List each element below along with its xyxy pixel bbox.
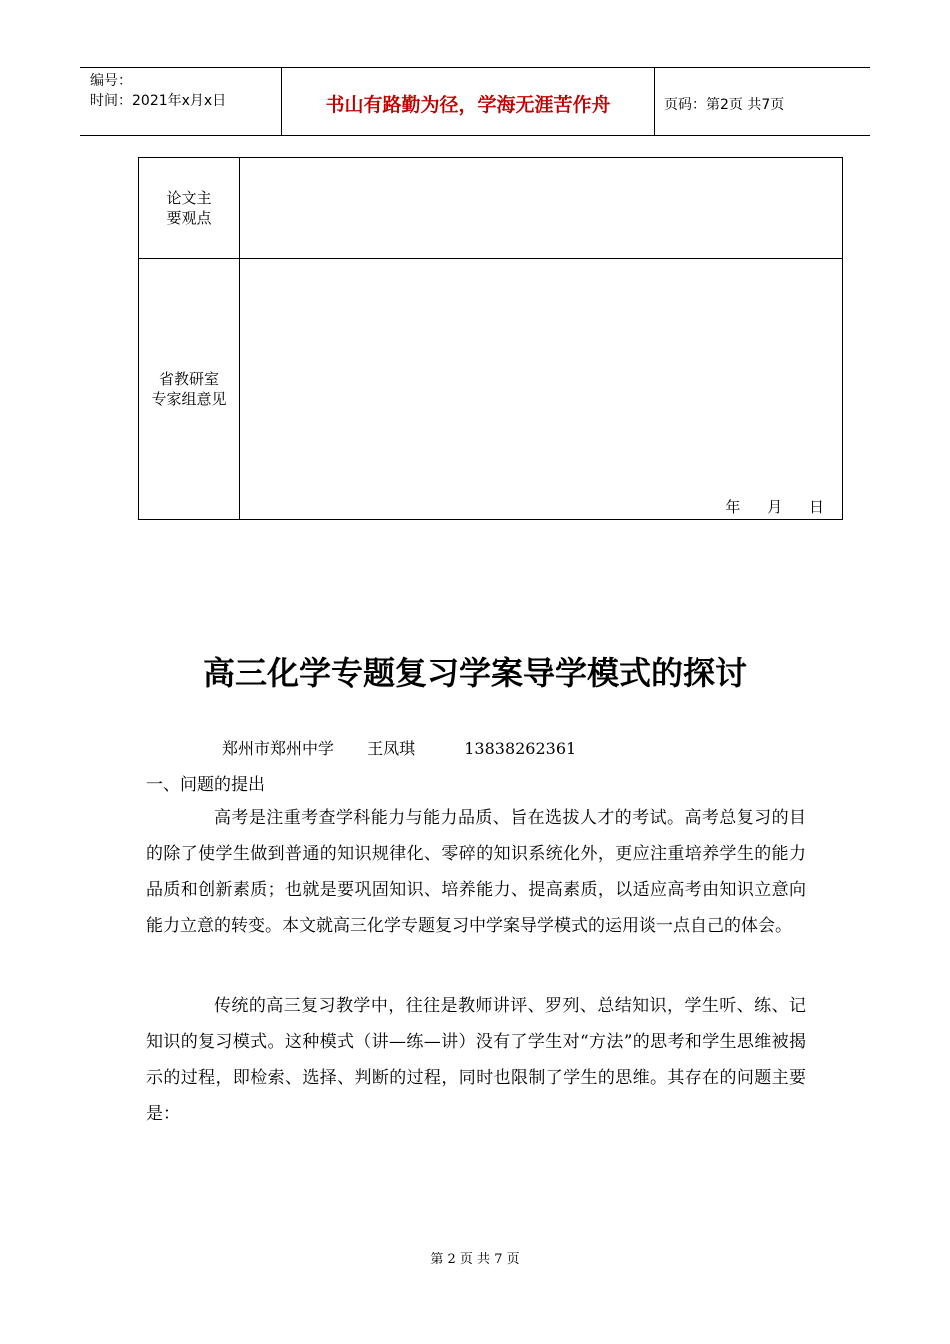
- main-points-content: [240, 158, 843, 259]
- page-footer: 第 2 页 共 7 页: [430, 1252, 520, 1267]
- header-meta: [80, 68, 282, 135]
- header-page-info: 页码：第2页 共7页: [664, 96, 785, 113]
- date-month: 月: [767, 498, 783, 516]
- label-line: 省教研室 专家组意见: [151, 370, 227, 408]
- table-row: [139, 158, 843, 259]
- date-line: [703, 496, 824, 517]
- author-phone: 13838262361: [464, 739, 577, 758]
- author-line: [222, 736, 604, 759]
- table-row: [139, 259, 843, 520]
- number-label: 编号：: [90, 73, 132, 89]
- expert-opinion-content: [240, 259, 843, 520]
- paragraph: 传统的高三复习教学中，往往是教师讲评、罗列、总结知识，学生听、练、记知识的复习模式。这种模式（讲—练—讲）没有了学生对“方法”的思考和学生思维被揭示的过程，即检索、选择、判断的过程，同时也限制了学生的思维。其存在的问题主要是：: [146, 996, 806, 1124]
- main-points-label: [139, 158, 240, 259]
- page-header: [80, 67, 870, 136]
- label-line: 论文主 要观点: [166, 189, 212, 227]
- time-line: 时间：2021年x月x日: [90, 93, 227, 109]
- section-heading: 一、问题的提出: [146, 775, 265, 795]
- author-school: 郑州市郑州中学: [222, 739, 335, 758]
- date-day: 日: [808, 498, 824, 516]
- review-form-table: [138, 157, 843, 520]
- author-name: 王凤琪: [367, 739, 416, 758]
- date-year: 年: [725, 498, 741, 516]
- paragraph: 高考是注重考查学科能力与能力品质、旨在选拔人才的考试。高考总复习的目的除了使学生做到普通的知识规律化、零碎的知识系统化外，更应注重培养学生的能力品质和创新素质；也就是要巩固知识、培养能力、提高素质，以适应高考由知识立意向能力立意的转变。本文就高三化学专题复习中学案导学模式的运用谈一点自己的体会。: [146, 808, 806, 936]
- expert-opinion-label: [139, 259, 240, 520]
- article-title: 高三化学专题复习学案导学模式的探讨: [202, 654, 747, 692]
- header-motto: 书山有路勤为径，学海无涯苦作舟: [282, 68, 655, 135]
